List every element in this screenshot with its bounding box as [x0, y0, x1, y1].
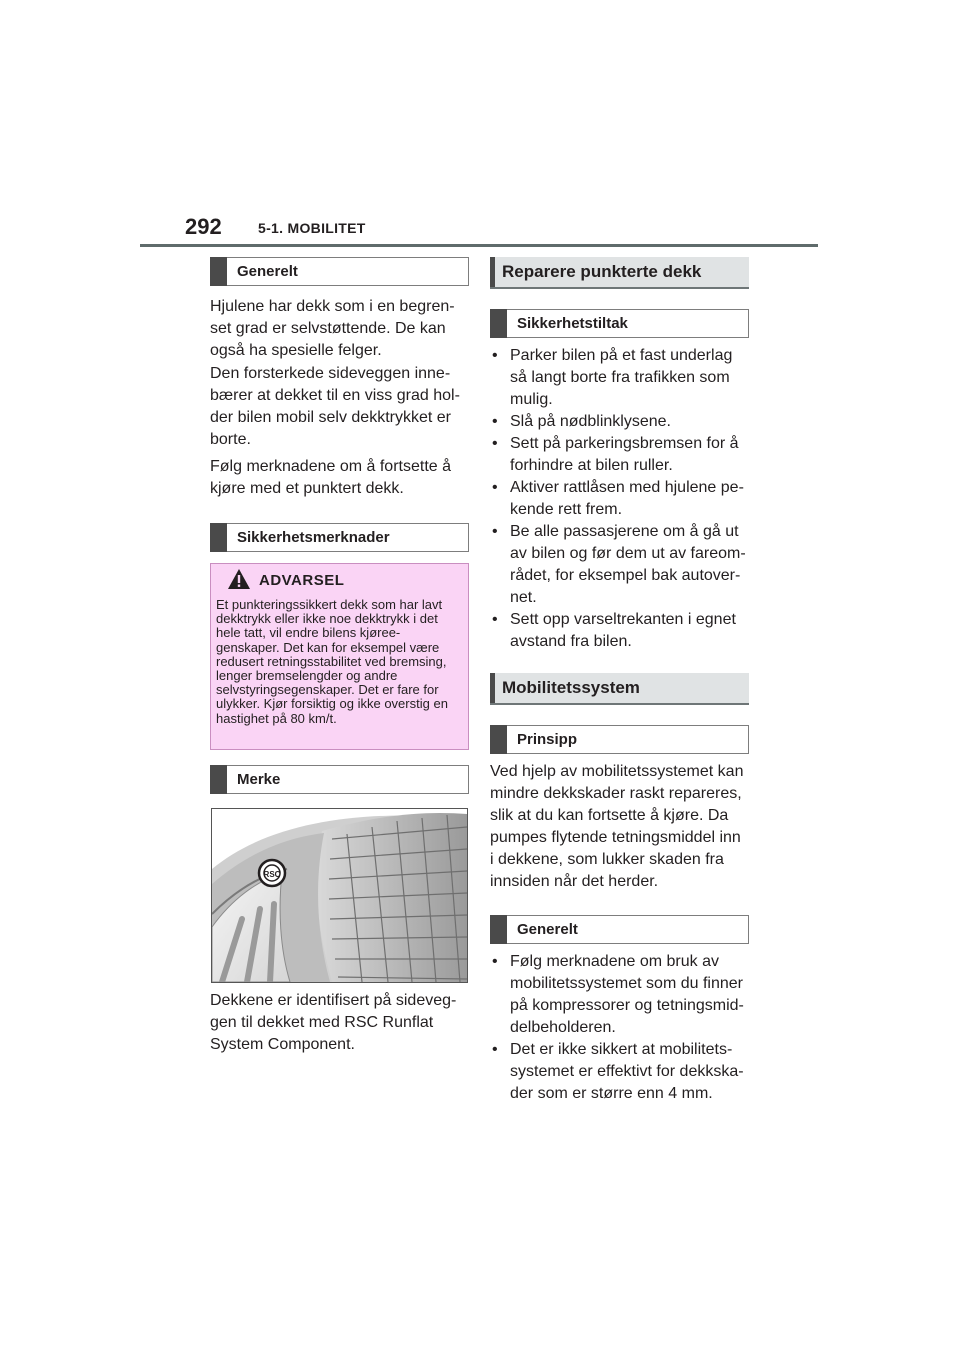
repair-punctured-tires-heading: Reparere punkterte dekk	[490, 257, 749, 289]
paragraph: Hjulene har dekk som i en begren-set grad er selvstøttende. De kan også ha spesielle felger.	[210, 298, 455, 359]
principle-heading: Prinsipp	[490, 725, 749, 754]
safety-measures-heading: Sikkerhetstiltak	[490, 309, 749, 338]
safety-notes-heading: Sikkerhetsmerknader	[210, 523, 469, 552]
figure-caption: Dekkene er identifisert på sideveg-gen til dekket med RSC Runflat System Component.	[210, 992, 457, 1053]
list-item: • Parker bilen på et fast underlag så langt borte fra trafikken som mulig.	[492, 345, 750, 411]
mobility-system-heading: Mobilitetssystem	[490, 673, 749, 705]
list-item: • Sett opp varseltrekanten i egnet avstand fra bilen.	[492, 609, 750, 653]
rsc-badge-text: RSC	[263, 870, 281, 879]
general-list	[492, 951, 750, 1105]
paragraph: Den forsterkede sideveggen inne-bærer at dekket til en viss grad hol-der bilen mobil selv dekktrykket er borte.	[210, 365, 460, 448]
header-divider	[140, 244, 818, 247]
warning-title: ADVARSEL	[259, 572, 345, 589]
rsc-tire-marking-illustration	[212, 809, 467, 982]
general-heading: Generelt	[490, 915, 749, 944]
warning-triangle-icon	[227, 568, 251, 590]
list-item: • Følg merknadene om bruk av mobilitetssystemet som du finner på kompressorer og tetningsmid-delbeholderen.	[492, 951, 750, 1039]
chapter-title: 5-1. MOBILITET	[258, 220, 366, 236]
warning-text: Et punkteringssikkert dekk som har lavt dekktrykk eller ikke noe dekktrykk i det hele tatt, vil endre bilens kjøree-genskaper. Det kan for eksempel være redusert retningsstabilitet ved bremsing, lenger bremselengder og andre selvstyringsegenskaper. Det er fare for ulykker. Kjør forsiktig og ikke overstig en hastighet på 80 km/t.	[216, 597, 448, 726]
warning-box	[210, 563, 469, 750]
list-item: • Aktiver rattlåsen med hjulene pe-kende rett frem.	[492, 477, 750, 521]
principle-text: Ved hjelp av mobilitetssystemet kan mindre dekkskader raskt repareres, slik at du kan fortsette å kjøre. Da pumpes flytende tetningsmiddel inn i dekkene, som lukker skaden fra innsiden når det herder.	[490, 763, 744, 890]
list-item: • Sett på parkeringsbremsen for å forhindre at bilen ruller.	[492, 433, 750, 477]
list-item: • Det er ikke sikkert at mobilitets-systemet er effektivt for dekkska-der som er større enn 4 mm.	[492, 1039, 750, 1105]
safety-measures-list	[492, 345, 750, 653]
page-number: 292	[185, 214, 222, 239]
list-item: • Be alle passasjerene om å gå ut av bilen og før dem ut av fareom-rådet, for eksempel bak autover-net.	[492, 521, 750, 609]
paragraph: Følg merknadene om å fortsette å kjøre med et punktert dekk.	[210, 458, 451, 497]
rsc-tire-figure	[211, 808, 468, 983]
merke-heading: Merke	[210, 765, 469, 794]
list-item: • Slå på nødblinklysene.	[492, 411, 750, 433]
generelt-heading: Generelt	[210, 257, 469, 286]
